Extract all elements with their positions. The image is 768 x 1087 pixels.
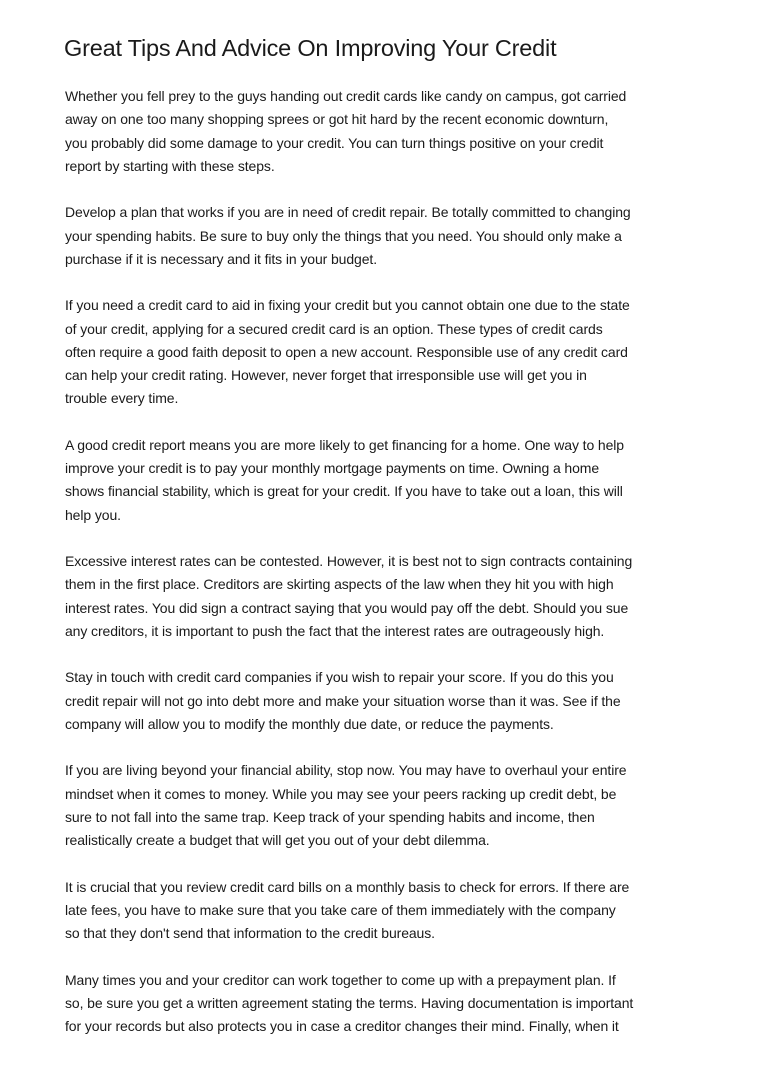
paragraph — [65, 666, 725, 736]
paragraph-line: purchase if it is necessary and it fits in your budget. — [65, 250, 377, 267]
paragraph-line: improve your credit is to pay your monthly mortgage payments on time. Owning a home — [65, 460, 600, 476]
paragraph-line: realistically create a budget that will get you out of your debt dilemma. — [65, 832, 490, 848]
paragraph-line: mindset when it comes to money. While you may see your peers racking up credit debt, be — [65, 785, 617, 802]
paragraph — [65, 969, 725, 1039]
paragraph — [65, 550, 725, 643]
paragraph-line: for your records but also protects you in case a creditor changes their mind. Finally, when it — [65, 1018, 619, 1034]
paragraph-line: If you need a credit card to aid in fixing your credit but you cannot obtain one due to the state — [65, 297, 630, 314]
paragraph-line: late fees, you have to make sure that you take care of them immediately with the company — [65, 901, 616, 918]
paragraph-line: any creditors, it is important to push the fact that the interest rates are outrageously high. — [65, 622, 605, 639]
paragraph-line: you probably did some damage to your credit. You can turn things positive on your credit — [65, 134, 604, 151]
paragraph-line: Whether you fell prey to the guys handing out credit cards like candy on campus, got carried — [65, 88, 627, 104]
paragraph-line: help you. — [65, 506, 121, 523]
paragraph-line: can help your credit rating. However, never forget that irresponsible use will get you in — [65, 367, 587, 383]
paragraph-line: A good credit report means you are more likely to get financing for a home. One way to help — [65, 436, 624, 453]
paragraph-line: your spending habits. Be sure to buy only the things that you need. You should only make a — [65, 227, 622, 244]
paragraph-line: company will allow you to modify the monthly due date, or reduce the payments. — [65, 715, 554, 732]
paragraph-line: credit repair will not go into debt more and make your situation worse than it was. See if the — [65, 692, 621, 709]
paragraph-line: report by starting with these steps. — [65, 157, 275, 174]
paragraph — [65, 294, 725, 410]
paragraph — [65, 201, 725, 271]
paragraph — [65, 759, 725, 852]
paragraph-line: Stay in touch with credit card companies if you wish to repair your score. If you do this you — [65, 669, 614, 686]
paragraph-line: If you are living beyond your financial ability, stop now. You may have to overhaul your entire — [65, 762, 627, 779]
paragraph-line: of your credit, applying for a secured credit card is an option. These types of credit cards — [65, 320, 603, 337]
paragraph — [65, 876, 725, 946]
document-title: Great Tips And Advice On Improving Your Credit — [64, 35, 557, 61]
paragraph-line: so, be sure you get a written agreement stating the terms. Having documentation is important — [65, 994, 634, 1011]
paragraph-line: Excessive interest rates can be contested. However, it is best not to sign contracts containing — [65, 553, 633, 569]
paragraph-line: interest rates. You did sign a contract saying that you would pay off the debt. Should you sue — [65, 599, 629, 616]
paragraph-line: away on one too many shopping sprees or got hit hard by the recent economic downturn, — [65, 111, 609, 128]
paragraph-line: It is crucial that you review credit card bills on a monthly basis to check for errors. If there are — [65, 878, 630, 895]
paragraph-line: often require a good faith deposit to open a new account. Responsible use of any credit card — [65, 343, 628, 360]
paragraph-line: them in the first place. Creditors are skirting aspects of the law when they hit you with high — [65, 576, 614, 593]
paragraph-line: Develop a plan that works if you are in need of credit repair. Be totally committed to changing — [65, 204, 631, 221]
paragraph — [65, 85, 725, 178]
paragraph-line: Many times you and your creditor can work together to come up with a prepayment plan. If — [65, 971, 616, 988]
paragraph-line: sure to not fall into the same trap. Keep track of your spending habits and income, then — [65, 808, 595, 825]
paragraph-line: so that they don't send that information to the credit bureaus. — [65, 925, 435, 941]
paragraph-line: shows financial stability, which is great for your credit. If you have to take out a loan, this will — [65, 483, 623, 500]
paragraph-line: trouble every time. — [65, 390, 179, 407]
document-body — [65, 85, 725, 1062]
paragraph — [65, 434, 725, 527]
